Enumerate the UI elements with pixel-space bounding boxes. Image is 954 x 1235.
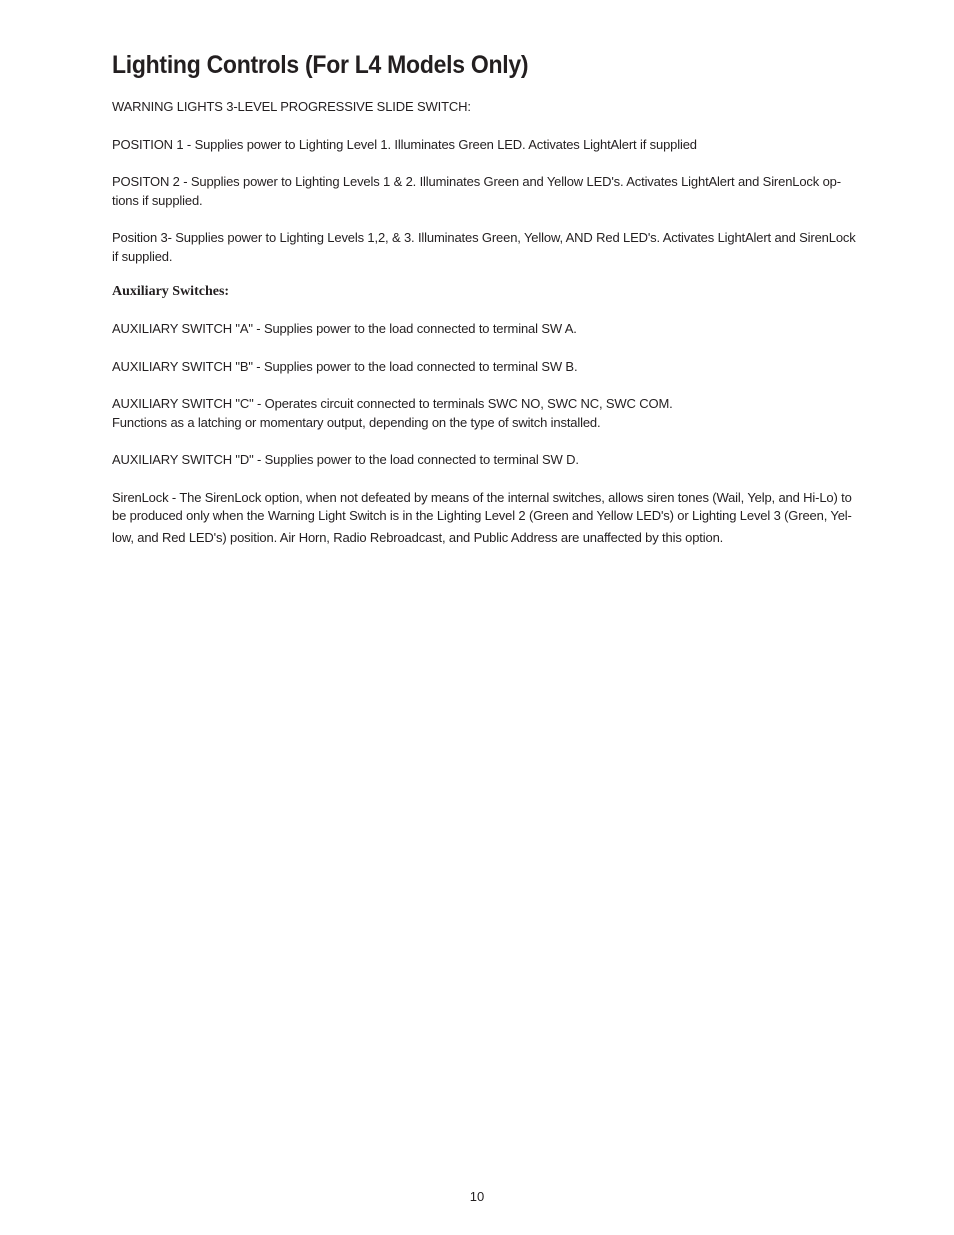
paragraph-line: Functions as a latching or momentary output, depending on the type of switch installed. — [112, 414, 601, 430]
paragraph-line: low, and Red LED's) position. Air Horn, Radio Rebroadcast, and Public Address are unaffected by this option. — [112, 529, 724, 545]
aux-switch-b-paragraph: AUXILIARY SWITCH "B" - Supplies power to the load connected to terminal SW B. — [112, 358, 578, 374]
page-title: Lighting Controls (For L4 Models Only) — [112, 51, 529, 79]
paragraph-line: SirenLock - The SirenLock option, when not defeated by means of the internal switches, allows siren tones (Wail, Yelp, and Hi-Lo) to — [112, 489, 852, 505]
paragraph-line: POSITION 1 - Supplies power to Lighting Level 1. Illuminates Green LED. Activates LightAlert if supplied — [112, 136, 697, 152]
page-number: 10 — [469, 1189, 485, 1204]
aux-switch-c-paragraph — [112, 395, 874, 432]
sirenlock-paragraph — [112, 489, 874, 548]
auxiliary-switches-heading: Auxiliary Switches: — [112, 284, 230, 299]
paragraph-line: tions if supplied. — [112, 192, 203, 208]
position-3-paragraph — [112, 229, 874, 266]
aux-switch-d-paragraph: AUXILIARY SWITCH "D" - Supplies power to the load connected to terminal SW D. — [112, 452, 579, 467]
position-2-paragraph — [112, 173, 874, 210]
paragraph-line: if supplied. — [112, 248, 173, 264]
document-page — [112, 48, 874, 547]
aux-switch-a-paragraph: AUXILIARY SWITCH "A" - Supplies power to the load connected to terminal SW A. — [112, 321, 577, 336]
paragraph-line: be produced only when the Warning Light Switch is in the Lighting Level 2 (Green and Yellow LED's) or Lighting Level 3 (Green, Yel- — [112, 508, 852, 523]
position-1-paragraph — [112, 136, 874, 155]
paragraph-line: Position 3- Supplies power to Lighting Levels 1,2, & 3. Illuminates Green, Yellow, AND Red LED's. Activates LightAlert and SirenLock — [112, 230, 856, 245]
warning-lights-heading: WARNING LIGHTS 3-LEVEL PROGRESSIVE SLIDE SWITCH: — [112, 99, 471, 114]
paragraph-line: POSITON 2 - Supplies power to Lighting Levels 1 & 2. Illuminates Green and Yellow LED's. Activates LightAlert and SirenLock op- — [112, 174, 841, 189]
paragraph-line: AUXILIARY SWITCH "C" - Operates circuit connected to terminals SWC NO, SWC NC, SWC COM. — [112, 396, 673, 411]
